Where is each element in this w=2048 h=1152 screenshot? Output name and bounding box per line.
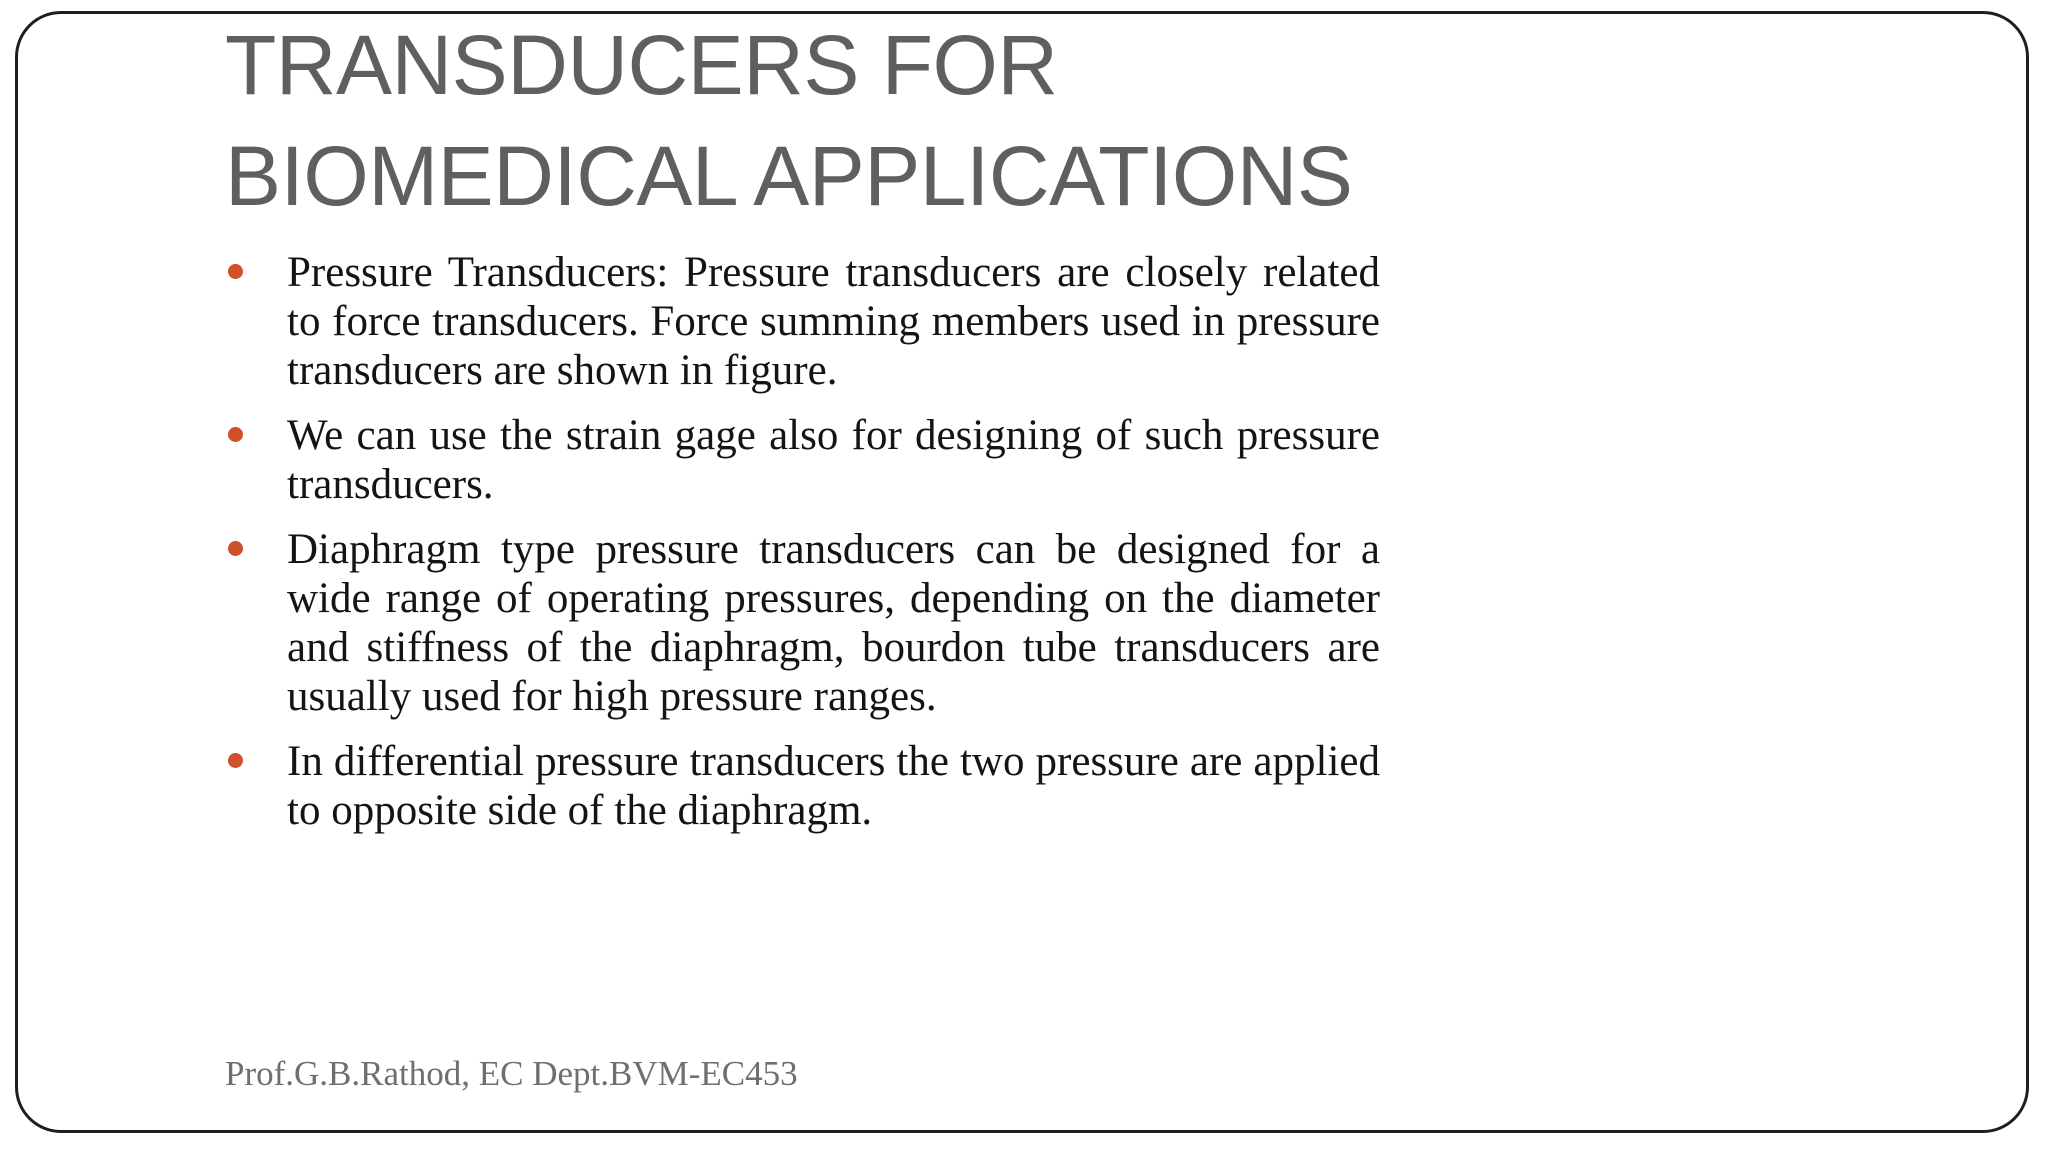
bullet-text: Pressure Transducers: Pressure transducers are closely related to force transducers. Force summing members used in pressure transducers are shown in figure. <box>287 249 1380 394</box>
bullet-item <box>225 525 1380 721</box>
slide-footer: Prof.G.B.Rathod, EC Dept.BVM-EC453 <box>225 1054 798 1093</box>
bullet-text: In differential pressure transducers the two pressure are applied to opposite side of the diaphragm. <box>287 738 1380 834</box>
bullet-item <box>225 411 1380 509</box>
slide-title: TRANSDUCERS FOR BIOMEDICAL APPLICATIONS <box>225 18 1353 223</box>
bullet-list <box>225 248 1380 851</box>
bullet-dot-icon <box>228 427 243 442</box>
bullet-text: We can use the strain gage also for designing of such pressure transducers. <box>287 412 1380 508</box>
bullet-text: Diaphragm type pressure transducers can be designed for a wide range of operating pressures, depending on the diameter and stiffness of the diaphragm, bourdon tube transducers are usually used for high pressure ranges. <box>287 526 1380 720</box>
bullet-dot-icon <box>228 264 243 279</box>
bullet-item <box>225 737 1380 835</box>
bullet-dot-icon <box>228 753 243 768</box>
bullet-dot-icon <box>228 541 243 556</box>
bullet-item <box>225 248 1380 395</box>
